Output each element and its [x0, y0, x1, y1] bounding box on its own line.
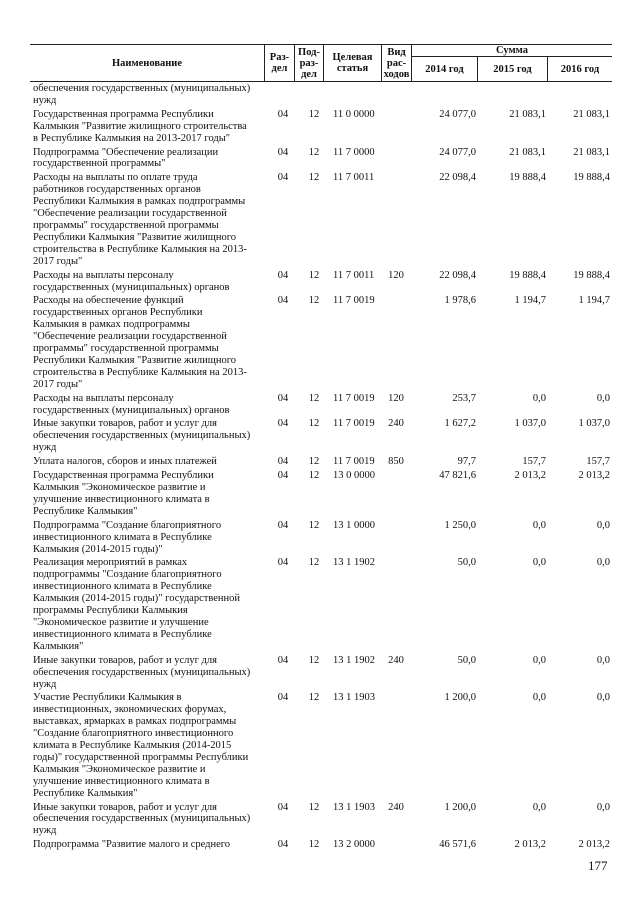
row-sum-2016: 0,0 — [596, 801, 610, 813]
row-vid: 240 — [388, 654, 404, 666]
header-name: Наименование — [112, 57, 182, 69]
row-podrazdel: 12 — [308, 519, 320, 531]
table-row — [0, 557, 640, 652]
row-sum-2016: 0,0 — [596, 654, 610, 666]
table-row — [0, 655, 640, 691]
row-razdel: 04 — [277, 519, 289, 531]
row-sum-2014: 97,7 — [457, 456, 476, 468]
row-sum-2015: 0,0 — [532, 519, 546, 531]
row-name: Расходы на обеспечение функций государственных органов Республики Калмыкия в рамках подпрограммы "Обеспечение реализации государственной программы" государственной программы Республики Калмыкия "Развитие жилищного строительства в Республике Калмыкия на 2013- 2017 годы" — [33, 295, 247, 390]
row-razdel: 04 — [277, 392, 289, 404]
table-row — [0, 520, 640, 556]
row-sum-2014: 253,7 — [452, 392, 476, 404]
header-podrazdel: Под- раз- дел — [298, 46, 320, 80]
header-2014: 2014 год — [425, 64, 464, 75]
row-razdel: 04 — [277, 839, 289, 851]
row-sum-2016: 21 083,1 — [573, 108, 610, 120]
row-razdel: 04 — [277, 692, 289, 704]
row-sum-2016: 1 037,0 — [578, 418, 610, 430]
row-sum-2015: 21 083,1 — [509, 146, 546, 158]
row-name: Подпрограмма "Обеспечение реализации государственной программы" — [33, 146, 219, 170]
header-summa: Сумма — [496, 44, 528, 56]
row-podrazdel: 12 — [308, 269, 320, 281]
row-celevaya: 13 1 1902 — [333, 557, 375, 569]
row-sum-2016: 2 013,2 — [578, 839, 610, 851]
row-name: Расходы на выплаты персоналу государственных (муниципальных) органов — [33, 392, 230, 416]
row-sum-2014: 22 098,4 — [439, 172, 476, 184]
table-row — [0, 295, 640, 390]
row-name: Участие Республики Калмыкия в инвестиционных, экономических форумах, выставках, ярмарках в рамках подпрограммы "Создание благоприятного инвестиционного климата в Республике Калмыкия (2014-2015 годы)" государственной программы Республики Калмыкия "Экономическое развитие и улучшение инвестиционного климата в Республике Калмыкия" — [33, 692, 249, 799]
row-vid: 850 — [388, 456, 404, 468]
row-sum-2015: 21 083,1 — [509, 108, 546, 120]
row-name: обеспечения государственных (муниципальных) нужд — [33, 83, 251, 106]
row-celevaya: 13 0 0000 — [333, 470, 375, 482]
row-celevaya: 13 1 1902 — [333, 654, 375, 666]
row-sum-2014: 1 250,0 — [444, 519, 476, 531]
row-vid: 240 — [388, 418, 404, 430]
row-name: Уплата налогов, сборов и иных платежей — [33, 456, 217, 468]
row-name: Расходы на выплаты по оплате труда работников государственных органов Республики Калмыкия в рамках подпрограммы "Обеспечение реализации государственной программы" государственной программы Республики Калмыкия "Развитие жилищного строительства в Республике Калмыкия на 2013- 2017 годы" — [33, 172, 247, 267]
row-sum-2015: 1 037,0 — [514, 418, 546, 430]
row-podrazdel: 12 — [308, 146, 320, 158]
table-body — [0, 83, 640, 851]
row-celevaya: 11 7 0000 — [333, 146, 375, 158]
row-sum-2016: 2 013,2 — [578, 470, 610, 482]
row-name: Расходы на выплаты персоналу государственных (муниципальных) органов — [33, 269, 230, 293]
row-podrazdel: 12 — [308, 456, 320, 468]
row-sum-2016: 19 888,4 — [573, 269, 610, 281]
row-name: Подпрограмма "Создание благоприятного инвестиционного климата в Республике Калмыкия (2014-2015 годы)" — [33, 519, 222, 555]
row-razdel: 04 — [277, 418, 289, 430]
table-row — [0, 456, 640, 468]
row-name: Иные закупки товаров, работ и услуг для обеспечения государственных (муниципальных) нужд — [33, 654, 251, 690]
table-row — [0, 172, 640, 267]
row-sum-2014: 50,0 — [457, 557, 476, 569]
row-podrazdel: 12 — [308, 295, 320, 307]
row-podrazdel: 12 — [308, 470, 320, 482]
row-celevaya: 13 1 0000 — [333, 519, 375, 531]
row-celevaya: 11 7 0011 — [333, 269, 375, 281]
row-sum-2016: 0,0 — [596, 557, 610, 569]
row-podrazdel: 12 — [308, 654, 320, 666]
table-row — [0, 270, 640, 294]
row-podrazdel: 12 — [308, 172, 320, 184]
row-celevaya: 11 0 0000 — [333, 108, 375, 120]
header-2015: 2015 год — [493, 64, 532, 75]
row-sum-2014: 24 077,0 — [439, 108, 476, 120]
row-sum-2014: 50,0 — [457, 654, 476, 666]
row-sum-2016: 157,7 — [586, 456, 610, 468]
row-sum-2014: 1 627,2 — [444, 418, 476, 430]
row-vid: 120 — [388, 392, 404, 404]
row-sum-2014: 47 821,6 — [439, 470, 476, 482]
header-2016: 2016 год — [560, 64, 600, 75]
row-sum-2016: 19 888,4 — [573, 172, 610, 184]
table-row — [0, 393, 640, 417]
row-sum-2016: 0,0 — [596, 392, 610, 404]
row-sum-2016: 0,0 — [596, 519, 610, 531]
row-podrazdel: 12 — [308, 418, 320, 430]
row-podrazdel: 12 — [308, 801, 320, 813]
row-sum-2015: 0,0 — [532, 801, 546, 813]
table-row — [0, 470, 640, 518]
table-row — [0, 418, 640, 454]
row-sum-2014: 46 571,6 — [439, 839, 476, 851]
row-razdel: 04 — [277, 172, 289, 184]
table-header — [30, 44, 612, 82]
row-razdel: 04 — [277, 108, 289, 120]
row-podrazdel: 12 — [308, 392, 320, 404]
table-row — [0, 147, 640, 171]
row-celevaya: 13 2 0000 — [333, 839, 375, 851]
row-sum-2016: 21 083,1 — [573, 146, 610, 158]
row-razdel: 04 — [277, 146, 289, 158]
row-sum-2014: 22 098,4 — [439, 269, 476, 281]
table-row — [0, 802, 640, 838]
row-sum-2015: 0,0 — [532, 654, 546, 666]
row-sum-2015: 2 013,2 — [514, 470, 546, 482]
row-name: Подпрограмма "Развитие малого и среднего — [33, 839, 231, 851]
row-sum-2014: 1 200,0 — [444, 801, 476, 813]
row-podrazdel: 12 — [308, 692, 320, 704]
row-sum-2014: 1 200,0 — [444, 692, 476, 704]
row-sum-2015: 19 888,4 — [509, 269, 546, 281]
row-celevaya: 13 1 1903 — [333, 801, 375, 813]
row-razdel: 04 — [277, 269, 289, 281]
row-sum-2015: 0,0 — [532, 392, 546, 404]
page-number: 177 — [588, 858, 608, 873]
table-row — [0, 692, 640, 799]
table-row — [0, 109, 640, 145]
row-name: Иные закупки товаров, работ и услуг для обеспечения государственных (муниципальных) нужд — [33, 801, 251, 837]
row-sum-2014: 1 978,6 — [444, 295, 476, 307]
row-name: Реализация мероприятий в рамках подпрограммы "Создание благоприятного инвестиционного климата в Республике Калмыкия (2014-2015 годы)" государственной программы Республики Калмыкия "Экономическое развитие и улучшение инвестиционного климата в Республике Калмыкия" — [33, 557, 240, 652]
table-row — [0, 839, 640, 851]
row-razdel: 04 — [277, 470, 289, 482]
row-celevaya: 11 7 0011 — [333, 172, 375, 184]
header-celevaya: Целевая статья — [332, 52, 373, 74]
row-celevaya: 11 7 0019 — [333, 418, 375, 430]
row-sum-2014: 24 077,0 — [439, 146, 476, 158]
row-podrazdel: 12 — [308, 557, 320, 569]
row-sum-2015: 0,0 — [532, 692, 546, 704]
row-sum-2015: 2 013,2 — [514, 839, 546, 851]
row-sum-2016: 1 194,7 — [578, 295, 610, 307]
row-razdel: 04 — [277, 801, 289, 813]
row-vid: 120 — [388, 269, 404, 281]
row-name: Государственная программа Республики Калмыкия "Развитие жилищного строительства в Республике Калмыкия на 2013-2017 годы" — [33, 108, 247, 144]
row-razdel: 04 — [277, 456, 289, 468]
row-celevaya: 13 1 1903 — [333, 692, 375, 704]
row-sum-2015: 157,7 — [522, 456, 546, 468]
row-celevaya: 11 7 0019 — [333, 456, 375, 468]
row-celevaya: 11 7 0019 — [333, 392, 375, 404]
row-razdel: 04 — [277, 557, 289, 569]
header-vid: Вид рас- ходов — [383, 46, 410, 80]
row-podrazdel: 12 — [308, 839, 320, 851]
row-sum-2015: 0,0 — [532, 557, 546, 569]
row-sum-2015: 1 194,7 — [514, 295, 546, 307]
row-vid: 240 — [388, 801, 404, 813]
row-razdel: 04 — [277, 654, 289, 666]
row-name: Иные закупки товаров, работ и услуг для обеспечения государственных (муниципальных) нужд — [33, 418, 251, 454]
row-sum-2016: 0,0 — [596, 692, 610, 704]
row-celevaya: 11 7 0019 — [333, 295, 375, 307]
table-row — [0, 83, 640, 107]
row-name: Государственная программа Республики Калмыкия "Экономическое развитие и улучшение инвестиционного климата в Республике Калмыкия" — [33, 470, 214, 517]
row-podrazdel: 12 — [308, 108, 320, 120]
row-razdel: 04 — [277, 295, 289, 307]
header-razdel: Раз- дел — [269, 52, 290, 74]
row-sum-2015: 19 888,4 — [509, 172, 546, 184]
